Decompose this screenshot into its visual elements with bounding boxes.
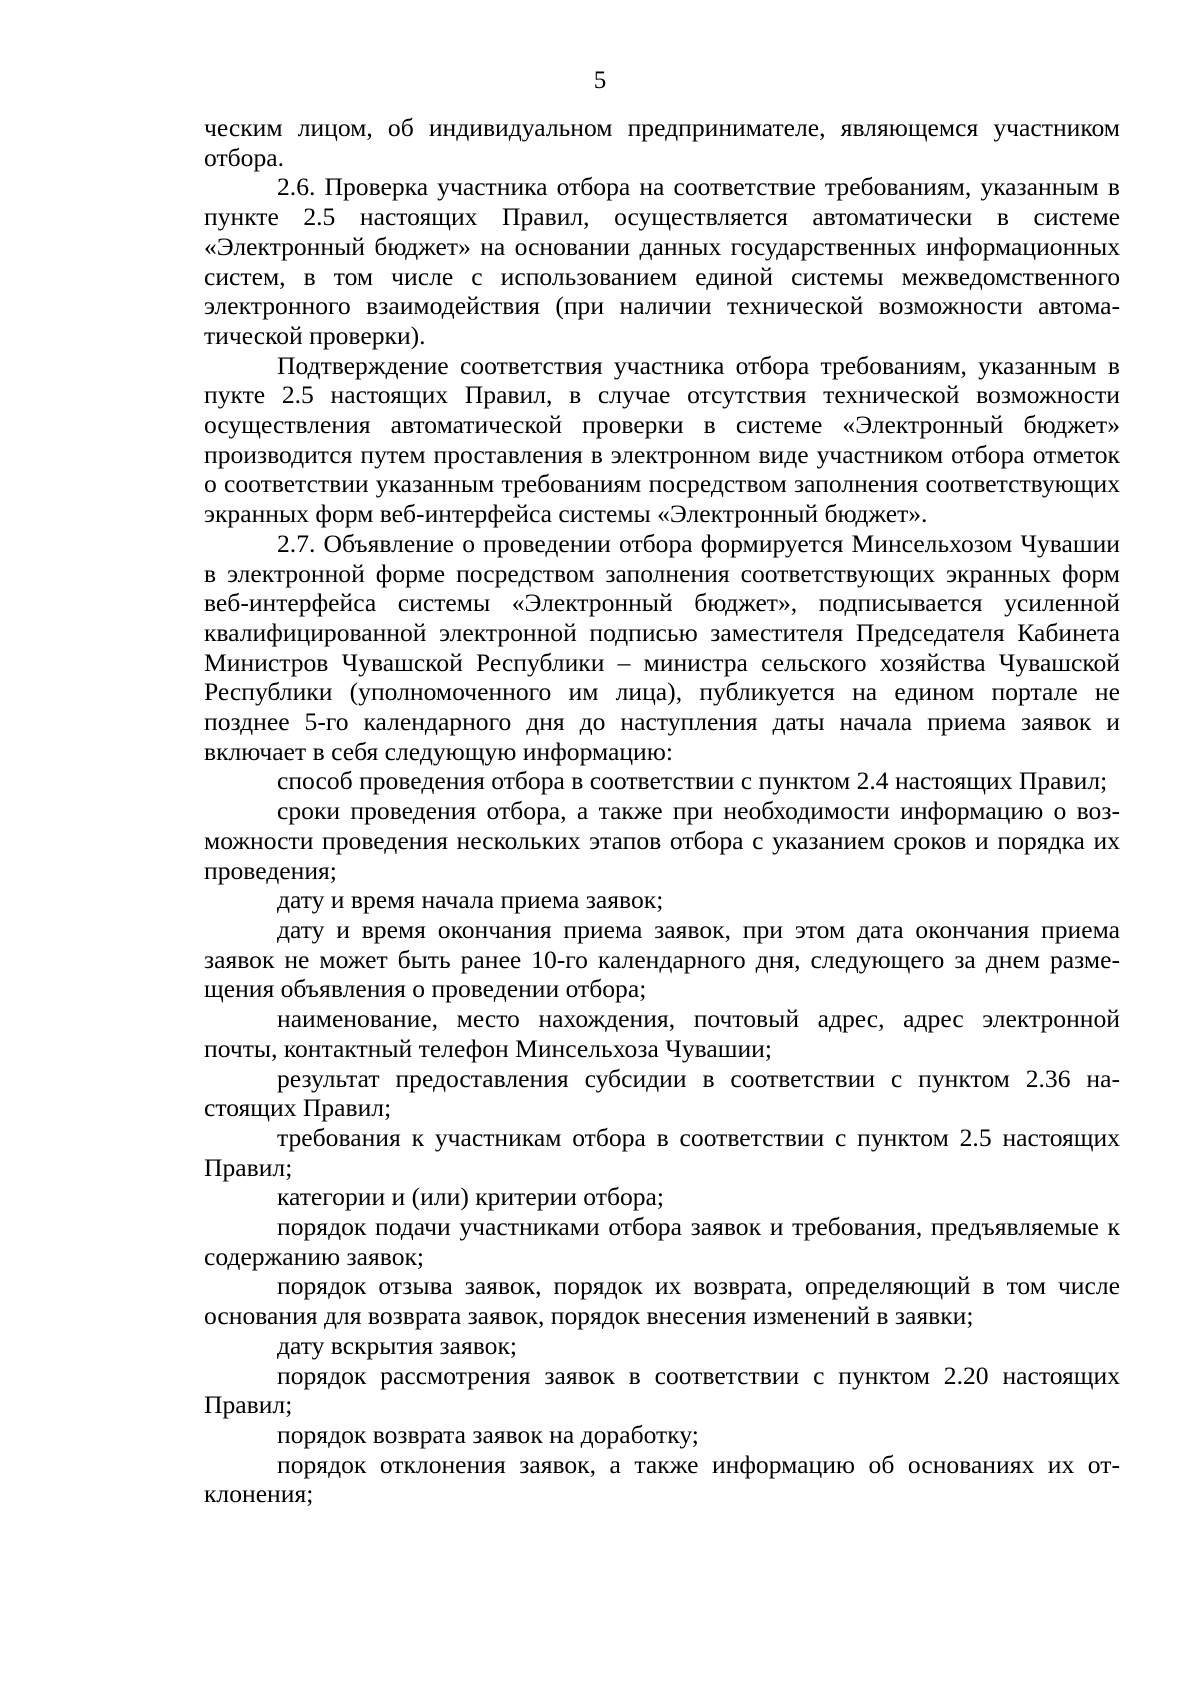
list-item-rejection-procedure: порядок отклонения заявок, а также информацию об основаниях их отклонения; bbox=[204, 1449, 1120, 1509]
list-item-application-withdrawal: порядок отзыва заявок, порядок их возврата, определяющий в том числе основания для возврата заявок, порядок внесения изменений в заявки; bbox=[204, 1271, 1120, 1331]
list-item-selection-criteria: категории и (или) критерии отбора; bbox=[277, 1182, 665, 1212]
paragraph-2-7: 2.7. Объявление о проведении отбора формируется Минсельхозом Чувашии в электронной форме посредством заполнения соответствующих экранных форм веб-интерфейса системы «Электронный бюджет», подписывается усиленной квалифицированной электронной подписью заместителя Председателя Кабинета Министров Чувашской Республики – министра сельского хозяйства Чувашской Республики (уполномоченного им лица), публикуется на едином портале не позднее 5-го календарного дня до наступления даты начала приема заявок и включает в себя следующую информацию: bbox=[204, 528, 1120, 766]
list-item-selection-method: способ проведения отбора в соответствии с пунктом 2.4 настоящих Правил; bbox=[277, 766, 1108, 796]
list-item-review-procedure: порядок рассмотрения заявок в соответствии с пунктом 2.20 настоящих Правил; bbox=[204, 1360, 1120, 1420]
list-item-application-submission: порядок подачи участниками отбора заявок и требования, предъявляемые к содержанию заявок; bbox=[204, 1212, 1120, 1271]
list-item-start-date: дату и время начала приема заявок; bbox=[277, 885, 664, 915]
page-number: 5 bbox=[593, 67, 607, 94]
list-item-opening-date: дату вскрытия заявок; bbox=[277, 1330, 518, 1360]
paragraph-continuation: ческим лицом, об индивидуальном предпринимателе, являющемся участником отбора. bbox=[204, 113, 1120, 172]
paragraph-2-6: 2.6. Проверка участника отбора на соответствие требованиям, указанным в пункте 2.5 настоящих Правил, осуществляется автоматически в системе «Электронный бюджет» на основании данных государственных информационных систем, в том числе с использованием единой системы межведомственного электронного взаимодействия (при наличии технической возможности автоматической проверки). bbox=[204, 172, 1120, 350]
list-item-subsidy-result: результат предоставления субсидии в соответствии с пунктом 2.36 настоящих Правил; bbox=[204, 1063, 1120, 1123]
paragraph-confirmation: Подтверждение соответствия участника отбора требованиям, указанным в пукте 2.5 настоящих Правил, в случае отсутствия технической возможности осуществления автоматической проверки в системе «Электронный бюджет» производится путем проставления в электронном виде участником отбора отметок о соответствии указанным требованиям посредством заполнения соответствующих экранных форм веб-интерфейса системы «Электронный бюджет». bbox=[204, 350, 1120, 529]
list-item-return-for-revision: порядок возврата заявок на доработку; bbox=[277, 1419, 699, 1449]
list-item-end-date: дату и время окончания приема заявок, при этом дата окончания приема заявок не может быть ранее 10-го календарного дня, следующего за днем размещения объявления о проведении отбора; bbox=[204, 914, 1120, 1004]
list-item-selection-terms: сроки проведения отбора, а также при необходимости информацию о возможности проведения нескольких этапов отбора с указанием сроков и порядка их проведения; bbox=[204, 796, 1120, 885]
document-body bbox=[204, 113, 1120, 1509]
list-item-contact-details: наименование, место нахождения, почтовый адрес, адрес электронной почты, контактный телефон Минсельхоза Чувашии; bbox=[204, 1004, 1120, 1063]
list-item-participant-requirements: требования к участникам отбора в соответствии с пунктом 2.5 настоящих Правил; bbox=[204, 1122, 1120, 1182]
